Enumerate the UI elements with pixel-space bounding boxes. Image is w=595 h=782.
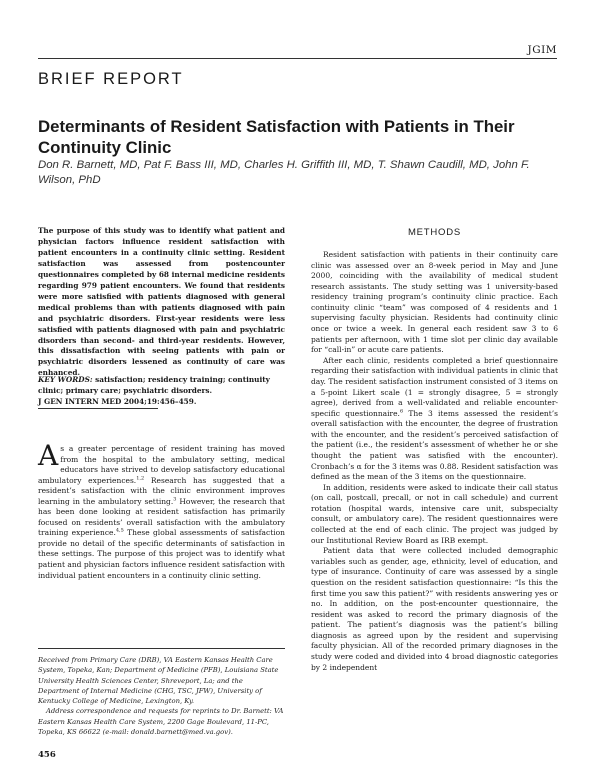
footnote-rule xyxy=(38,648,285,649)
keywords-block xyxy=(38,375,285,408)
abstract-rule xyxy=(38,408,158,409)
footnote xyxy=(38,655,285,737)
ref-1-2: 1,2 xyxy=(136,475,145,482)
article-title: Determinants of Resident Satisfaction with Patients in Their Continuity Clinic xyxy=(38,117,515,157)
ref-3: 3 xyxy=(173,496,177,503)
ref-6: 6 xyxy=(399,408,404,415)
footnote-address: Address correspondence and requests for reprints to Dr. Barnett: VA Eastern Kansas Health Care System, 2200 Gage Boulevard, 11-PC, Topeka, KS 66622 (e-mail: donald.barnett@med.va.gov). xyxy=(38,707,284,737)
methods-section xyxy=(311,250,558,673)
abstract: The purpose of this study was to identify what patient and physician factors influence resident satisfaction with patient encounters in a continuity clinic setting. Resident satisfaction was assessed from postencounter questionnaires completed by 68 internal medicine residents regarding 979 patient encounters. We found that residents were more satisfied with patients diagnosed with general medical problems than with patients diagnosed with pain and psychiatric disorders. First-year residents were less satisfied with patients diagnosed with pain and psychiatric disorders than second- and third-year residents. However, this dissatisfaction with seeing patients with pain or psychiatric disorders lessened as continuity of care was enhanced. xyxy=(38,226,285,378)
methods-paragraph-1: Resident satisfaction with patients in their continuity care clinic was assessed over an 8-week period in May and June 2000, coinciding with the availability of medical student research assistants. The study setting was 1 university-based residency training program’s continuity clinic practice. Each continuity clinic “team” was composed of 4 residents and 1 supervising faculty physician. Residents had continuity clinic once or twice a week. In general each resident saw 3 to 6 patients per afternoon, with 1 time slot per clinic day available for “call-in” or acute care patients. xyxy=(311,250,558,355)
intro-text-3: However, the research that has been done looking at resident satisfaction has primarily focused on residents’ overall satisfaction with the ambulatory training experience. xyxy=(38,496,285,538)
intro-text-2: Research has suggested that a resident’s satisfaction with the clinic environment improves learning in the ambulatory setting. xyxy=(38,475,286,506)
intro-text-1: s a greater percentage of resident training has moved from the hospital to the ambulatory setting, medical educators have strived to develop satisfactory educational ambulatory experiences. xyxy=(38,444,285,485)
methods-paragraph-4: Patient data that were collected included demographic variables such as gender, age, ethnicity, level of education, and type of insurance. Continuity of care was assessed by a single question on the resident satisfaction questionnaire: “Is this the first time you saw this patient?” with residents answering yes or no. In addition, on the post-encounter questionnaire, the resident was asked to record the primary diagnosis of the patient. The patient’s diagnosis was the patient’s billing diagnosis as agreed upon by the resident and supervising faculty physician. All of the recorded primary diagnoses in the study were coded and divided into 4 broad diagnostic categories by 2 independent xyxy=(311,546,558,672)
page-number: 456 xyxy=(38,750,56,760)
journal-citation: J GEN INTERN MED 2004;19:456–459. xyxy=(38,396,197,406)
ref-4-5: 4,5 xyxy=(115,527,124,534)
header-rule xyxy=(38,58,557,59)
introduction xyxy=(38,439,286,581)
keywords-text: satisfaction; residency training; continuity clinic; primary care; psychiatric disorders. xyxy=(38,375,270,395)
methods-heading: METHODS xyxy=(407,227,462,238)
methods-paragraph-2 xyxy=(311,356,558,483)
author-list: Don R. Barnett, MD, Pat F. Bass III, MD, Charles H. Griffith III, MD, T. Shawn Caudill, MD, John F. Wilson, PhD xyxy=(38,159,530,186)
intro-text-4: These global assessments of satisfaction provide no detail of the specific determinants of satisfaction in these settings. The purpose of this project was to identify what patient and physician factors influence resident satisfaction with individual patient encounters in a continuity clinic setting. xyxy=(38,528,285,580)
keywords-label: KEY WORDS: xyxy=(38,375,93,384)
journal-name: JGIM xyxy=(527,44,557,56)
methods-text-2b: The 3 items assessed the resident’s overall satisfaction with the encounter, the degree of frustration with the encounter, and the resident’s perceived satisfaction of the patient (i.e., the resident’s assessment of whether he or she thought the patient was satisfied with the encounter). Cronbach’s α for the 3 items was 0.88. Resident satisfaction was defined as the mean of the 3 items on the questionnaire. xyxy=(311,408,559,482)
footnote-received: Received from Primary Care (DRB), VA Eastern Kansas Health Care System, Topeka, Kan; Department of Medicine (PFB), Louisiana State University Health Sciences Center, Shreveport, La; and the Department of Internal Medicine (CHG, TSC, JFW), University of Kentucky College of Medicine, Lexington, Ky. xyxy=(38,656,279,706)
section-label: BRIEF REPORT xyxy=(38,70,184,88)
methods-text-2a: After each clinic, residents completed a brief questionnaire regarding their satisfaction with individual patients in clinic that day. The resident satisfaction instrument consisted of 3 items on a 5-point Likert scale (1 = strongly disagree, 5 = strongly agree), derived from a well-validated and reliable encounter-specific questionnaire. xyxy=(311,355,558,418)
methods-paragraph-3: In addition, residents were asked to indicate their call status (on call, postcall, precall, or not in call schedule) and current rotation (hospital wards, intensive care unit, subspecialty consult, or ambulatory care). The resident questionnaires were collected at the end of each clinic. The project was judged by our Institutional Review Board as IRB exempt. xyxy=(311,482,558,545)
drop-cap: A xyxy=(38,439,59,472)
